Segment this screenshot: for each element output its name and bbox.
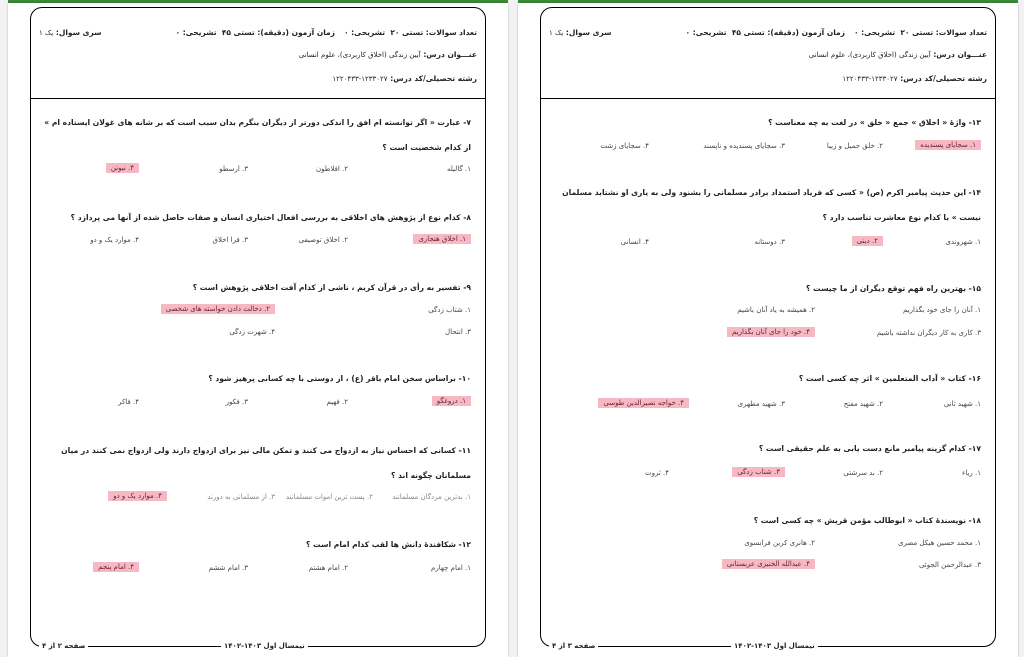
option[interactable]: ۲. خلق جمیل و زیبا — [826, 142, 883, 150]
option[interactable]: ۳. سجایای پسندیده و ناپسند — [703, 142, 785, 150]
field-code: رشته تحصیلی/کد درس: ۱۲۳۳۰۲۷-۱۲۲۰۴۳۳ — [332, 74, 477, 83]
series: سری سوال: یک ۱ — [39, 28, 102, 37]
option[interactable]: ۲. هانری کربن فرانسوی — [744, 539, 815, 547]
question-count: تعداد سوالات: تستی ۲۰ تشریحی: ۰ — [853, 28, 987, 37]
option[interactable]: ۳. امام ششم — [208, 564, 248, 572]
footer-page-number: صفحه ۳ از ۴ — [549, 642, 598, 650]
option[interactable]: ۱. گالیله — [447, 165, 471, 173]
option[interactable]: ۲. بد سرشتی — [843, 469, 883, 477]
option[interactable]: ۳. فکور — [225, 398, 248, 406]
page-frame — [30, 7, 486, 650]
page-frame — [540, 7, 996, 650]
question-13: ۱۳- واژهٔ « اخلاق » جمع « خلق » در لغت به چه معناست ؟ — [768, 118, 981, 127]
option[interactable]: ۱. آنان را جای خود بگذاریم — [902, 306, 981, 314]
question-15: ۱۵- بهترین راه فهم توقع دیگران از ما چیست ؟ — [805, 284, 981, 293]
option[interactable]: ۲. پست ترین اموات مسلمانند — [285, 493, 373, 501]
option-answer[interactable]: ۴. امام پنجم — [93, 562, 139, 572]
exam-header — [541, 8, 995, 99]
option[interactable]: ۱. شهید ثانی — [943, 400, 981, 408]
question-16: ۱۶- کتاب « آداب المتعلمین » اثر چه کسی است ؟ — [798, 374, 981, 383]
option-answer[interactable]: ۱. سجایای پسندیده — [915, 140, 981, 150]
option[interactable]: ۲. افلاطون — [315, 165, 348, 173]
exam-page-2 — [8, 3, 508, 657]
exam-header — [31, 8, 485, 99]
option[interactable]: ۴. فاکر — [118, 398, 139, 406]
option-answer[interactable]: ۴. خود را جای آنان بگذاریم — [727, 327, 815, 337]
option-answer[interactable]: ۲. دینی — [852, 236, 883, 246]
option[interactable]: ۳. از مسلمانی به دورند — [207, 493, 275, 501]
footer-semester: نیمسال اول ۱۴۰۳-۱۴۰۲ — [731, 642, 818, 650]
footer-semester: نیمسال اول ۱۴۰۳-۱۴۰۲ — [221, 642, 308, 650]
option-answer[interactable]: ۳. شتاب زدگی — [732, 467, 785, 477]
option-answer[interactable]: ۴. عبدالله الخنیزی عربستانی — [722, 559, 815, 569]
option[interactable]: ۱. شهروندی — [945, 238, 981, 246]
option[interactable]: ۲. شهید مفتح — [843, 400, 883, 408]
option[interactable]: ۳. عبدالرحمن الجوئی — [918, 561, 981, 569]
option[interactable]: ۱. محمد حسین هیکل مصری — [897, 539, 981, 547]
option-answer[interactable]: ۴. موارد یک و دو — [108, 491, 167, 501]
question-8: ۸- کدام نوع از پژوهش های اخلاقی به بررسی افعال اختیاری انسان و صفات حاصل شده از آنها می پردازد ؟ — [70, 213, 471, 222]
option[interactable]: ۳. انتحال — [445, 328, 471, 336]
option[interactable]: ۱. امام چهارم — [430, 564, 471, 572]
option[interactable]: ۲. همیشه به یاد آنان باشیم — [737, 306, 815, 314]
option[interactable]: ۳. شهید مطهری — [737, 400, 785, 408]
option[interactable]: ۱. ریاء — [962, 469, 981, 477]
option[interactable]: ۴. موارد یک و دو — [90, 236, 139, 244]
option[interactable]: ۳. دوستانه — [754, 238, 785, 246]
option[interactable]: ۴. انسانی — [620, 238, 649, 246]
question-7: ۷- عبارت « اگر توانسته ام افق را اندکی دورتر از دیگران بنگرم بدان سبب است که بر شانه های غولان ایستاده ام » از کدام شخصیت است ؟ — [44, 118, 471, 152]
question-count: تعداد سوالات: تستی ۲۰ تشریحی: ۰ — [343, 28, 477, 37]
option-answer[interactable]: ۲. دخالت دادن خواسته های شخصی — [161, 304, 275, 314]
footer-page-number: صفحه ۲ از ۴ — [39, 642, 88, 650]
option[interactable]: ۳. کاری به کار دیگران نداشته باشیم — [876, 329, 981, 337]
option-answer[interactable]: ۱. دروغگو — [432, 396, 471, 406]
option[interactable]: ۳. ارسطو — [219, 165, 248, 173]
series: سری سوال: یک ۱ — [549, 28, 612, 37]
option[interactable]: ۱. بدترین مردگان مسلمانند — [392, 493, 471, 501]
course-title: عنـــوان درس: آیین زندگی (اخلاق کاربردی)، علوم انسانی — [808, 50, 987, 59]
question-14: ۱۴- این حدیث پیامبر اکرم (ص) « کسی که فریاد استمداد برادر مسلمانی را بشنود ولی به یاری او نشتابد مسلمان نیست » با کدام نوع معاشرت تناسب دارد ؟ — [562, 188, 981, 222]
question-10: ۱۰- براساس سخن امام باقر (ع) ، از دوستی با چه کسانی پرهیز شود ؟ — [208, 374, 471, 383]
question-9: ۹- تفسیر به رأی در قرآن کریم ، ناشی از کدام آفت اخلاقی پژوهش است ؟ — [192, 283, 471, 292]
option-answer[interactable]: ۴. نیوتن — [106, 163, 139, 173]
option[interactable]: ۱. شتاب زدگی — [428, 306, 471, 314]
question-11: ۱۱- کسانی که احساس نیاز به ازدواج می کنند و تمکن مالی نیز برای ازدواج دارند ولی ازدواج نمی کنند در میان مسلمانان چگونه اند ؟ — [61, 446, 471, 480]
field-code: رشته تحصیلی/کد درس: ۱۲۳۳۰۲۷-۱۲۲۰۴۳۳ — [842, 74, 987, 83]
question-12: ۱۲- شکافندهٔ دانش ها لقب کدام امام است ؟ — [305, 540, 471, 549]
exam-time: زمان آزمون (دقیقه): تستی ۴۵ تشریحی: ۰ — [175, 28, 335, 37]
exam-time: زمان آزمون (دقیقه): تستی ۴۵ تشریحی: ۰ — [685, 28, 845, 37]
option[interactable]: ۳. فرا اخلاق — [212, 236, 248, 244]
option[interactable]: ۴. شهرت زدگی — [229, 328, 275, 336]
option-answer[interactable]: ۱. اخلاق هنجاری — [413, 234, 471, 244]
option[interactable]: ۲. فهیم — [326, 398, 348, 406]
option[interactable]: ۴. ثروت — [645, 469, 669, 477]
option[interactable]: ۴. سجایای زشت — [600, 142, 649, 150]
question-18: ۱۸- نویسندهٔ کتاب « ابوطالب مؤمن قریش » چه کسی است ؟ — [753, 516, 981, 525]
exam-page-3 — [518, 3, 1018, 657]
question-17: ۱۷- کدام گزینه پیامبر مانع دست یابی به علم حقیقی است ؟ — [758, 444, 981, 453]
option-answer[interactable]: ۴. خواجه نصیرالدین طوسی — [598, 398, 689, 408]
course-title: عنـــوان درس: آیین زندگی (اخلاق کاربردی)، علوم انسانی — [298, 50, 477, 59]
option[interactable]: ۲. اخلاق توصیفی — [298, 236, 348, 244]
option[interactable]: ۲. امام هشتم — [308, 564, 348, 572]
